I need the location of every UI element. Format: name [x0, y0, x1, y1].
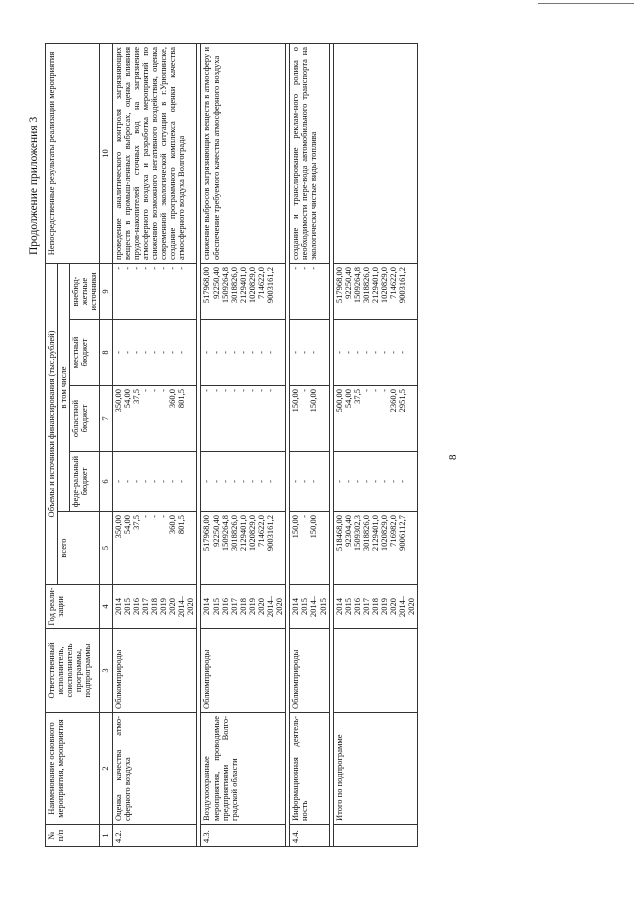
federal-values	[291, 455, 318, 508]
value-item: -	[148, 515, 159, 518]
value-item: 2014	[333, 598, 344, 615]
program-table	[45, 43, 418, 847]
header-no: № п/п	[46, 825, 100, 847]
regional-values	[291, 389, 318, 448]
value-item: -	[246, 480, 257, 483]
value-item: 1509302,3	[351, 515, 362, 552]
value-item: 1020829,0	[246, 266, 257, 304]
value-item: 2014	[201, 598, 212, 615]
regional-values-cell	[112, 386, 197, 452]
value-item: -	[237, 389, 248, 392]
years-list	[291, 588, 327, 625]
value-item: 500,00	[333, 389, 344, 413]
value-item: 37,5	[130, 515, 141, 530]
value-item: 801,5	[176, 515, 187, 535]
row-number: 4.4.	[290, 830, 301, 843]
responsible-executor-cell	[112, 629, 197, 713]
value-item: -	[379, 480, 390, 483]
continuation-title: Продолжение приложения 3	[28, 116, 40, 255]
local-values	[114, 323, 187, 382]
value-item: -	[237, 480, 248, 483]
value-item: -	[176, 480, 187, 483]
value-item: 2015	[121, 598, 132, 615]
total-values-cell	[290, 512, 329, 585]
value-item: -	[255, 351, 266, 354]
value-item: 2016	[351, 598, 362, 615]
header-total: всего	[58, 512, 100, 585]
federal-values-cell	[333, 452, 418, 512]
header-extra: внебюд-жетные источники	[70, 263, 100, 319]
value-item: 2129401,0	[237, 515, 248, 552]
page-number: 8	[447, 454, 459, 460]
total-values	[335, 515, 408, 581]
col-number: 5	[100, 512, 112, 585]
value-item: 517968,00	[333, 266, 344, 304]
value-item: -	[210, 480, 221, 483]
value-item: -	[139, 515, 150, 518]
value-item: -	[176, 351, 187, 354]
activity-name: Воздухоохранные мероприятия, проводимые предприятиями Волго-градской области	[201, 716, 239, 821]
value-item: 2129401,0	[370, 266, 380, 304]
value-item: -	[158, 389, 169, 392]
value-item: 2020	[255, 598, 266, 615]
activity-name-cell	[201, 713, 286, 825]
value-item: 92250,40	[342, 266, 353, 299]
value-item: -	[158, 351, 169, 354]
value-item: 150,00	[290, 389, 301, 413]
value-item: 360,0	[167, 389, 178, 409]
col-number: 4	[100, 585, 112, 629]
value-item: 1020829,0	[379, 266, 390, 304]
activity-name-cell	[112, 713, 197, 825]
value-item: 2019	[158, 598, 169, 615]
value-item: 2129401,0	[237, 266, 248, 304]
local-values-cell	[290, 320, 329, 386]
responsible-executor-cell	[333, 629, 418, 713]
local-values-cell	[201, 320, 286, 386]
value-item: 716982,0	[388, 515, 399, 547]
federal-values	[114, 455, 187, 508]
value-item: 714622,0	[255, 515, 266, 547]
value-item: -	[299, 351, 310, 354]
table-body	[112, 43, 418, 846]
regional-values	[114, 389, 187, 448]
value-item: 9003161,2	[265, 515, 276, 552]
result-text-cell	[333, 43, 418, 263]
col-number: 9	[100, 263, 112, 319]
value-item: -	[201, 480, 212, 483]
value-item: 3018826,0	[360, 515, 371, 552]
value-item: 2015	[299, 598, 310, 615]
value-item: 2014–2020	[176, 595, 196, 618]
value-item: -	[360, 351, 371, 354]
total-values	[291, 515, 318, 581]
value-item: 714622,0	[388, 266, 399, 299]
value-item: -	[167, 266, 178, 270]
value-item: -	[201, 389, 212, 392]
activity-name: Оценка качества атмо-сферного воздуха	[112, 716, 132, 821]
activity-name-cell	[333, 713, 418, 825]
value-item: -	[333, 480, 344, 483]
value-item: 2017	[360, 598, 371, 615]
value-item: 2018	[237, 598, 248, 615]
value-item: -	[158, 515, 169, 518]
years-list	[335, 588, 417, 625]
value-item: 92250,40	[210, 266, 221, 299]
years-list-cell	[201, 585, 286, 629]
value-item: 360,0	[167, 515, 178, 535]
value-item: -	[228, 351, 239, 354]
value-item: -	[388, 351, 399, 354]
value-item: 54,00	[121, 389, 132, 409]
local-values	[335, 323, 408, 382]
header-local: местный бюджет	[70, 320, 100, 386]
extra-values	[114, 267, 187, 316]
col-number: 1	[100, 825, 112, 847]
value-item: -	[290, 480, 301, 483]
years-list-cell	[290, 585, 329, 629]
value-item: -	[379, 351, 390, 354]
value-item: -	[308, 351, 319, 354]
table-row	[333, 43, 418, 846]
total-values-cell	[112, 512, 197, 585]
value-item: 2015	[342, 598, 353, 615]
table-row	[112, 43, 197, 846]
value-item: 350,00	[112, 515, 123, 539]
value-item: 9006112,7	[397, 515, 408, 551]
regional-values-cell	[333, 386, 418, 452]
value-item: -	[210, 351, 221, 354]
federal-values	[335, 455, 408, 508]
value-item: -	[397, 351, 408, 354]
value-item: -	[265, 351, 276, 354]
value-item: 54,00	[121, 515, 132, 535]
value-item: -	[130, 480, 141, 483]
row-number: 4.2.	[112, 830, 123, 843]
col-number: 6	[100, 452, 112, 512]
value-item: -	[219, 480, 230, 483]
value-item: 37,5	[351, 389, 362, 404]
value-item: -	[308, 266, 319, 270]
value-item: -	[130, 266, 141, 270]
value-item: 9003161,2	[397, 266, 408, 304]
value-item: -	[167, 351, 178, 354]
row-number-cell	[333, 825, 418, 847]
value-item: -	[246, 351, 257, 354]
regional-values-cell	[290, 386, 329, 452]
value-item: -	[237, 351, 248, 354]
total-values-cell	[201, 512, 286, 585]
responsible-executor-cell	[201, 629, 286, 713]
row-number-cell	[112, 825, 197, 847]
header-name: Наименование основного мероприятия, мероприятия	[46, 713, 100, 825]
value-item: -	[121, 266, 132, 270]
value-item: 150,00	[290, 515, 301, 539]
value-item: 2014	[290, 598, 301, 615]
header-year: Год реали-зации	[46, 585, 100, 629]
federal-values-cell	[290, 452, 329, 512]
value-item: 92304,40	[342, 515, 353, 547]
value-item: 92250,40	[210, 515, 221, 547]
value-item: -	[130, 351, 141, 354]
value-item: -	[112, 266, 123, 270]
value-item: -	[121, 480, 132, 483]
result-text: создание и транслирование реклам-ного ролика о необходимости пере-вода автомобильного транспорта на экологически чистые виды топлива	[290, 46, 319, 260]
responsible-executor: Облкомприроды	[112, 649, 123, 709]
value-item: -	[158, 480, 169, 483]
local-values	[202, 323, 275, 382]
value-item: 2020	[388, 598, 399, 615]
value-item: -	[351, 351, 362, 354]
col-number: 8	[100, 320, 112, 386]
value-item: -	[219, 389, 230, 392]
value-item: 2014–2020	[265, 595, 285, 618]
value-item: -	[219, 351, 230, 354]
activity-name-cell	[290, 713, 329, 825]
header-regional: областной бюджет	[70, 386, 100, 452]
extra-values	[202, 267, 275, 316]
value-item: -	[176, 266, 187, 270]
federal-values-cell	[201, 452, 286, 512]
col-number: 7	[100, 386, 112, 452]
responsible-executor: Облкомприроды	[290, 649, 301, 709]
extra-values-cell	[290, 263, 329, 319]
value-item: 2016	[219, 598, 230, 615]
value-item: 1509264,8	[351, 266, 362, 304]
years-list	[114, 588, 196, 625]
regional-values	[202, 389, 275, 448]
value-item: -	[290, 266, 301, 270]
local-values	[291, 323, 318, 382]
result-text: проведение аналитического контроля загрязняющих веществ в промыш-ленных выбросах, оценка влияния прудов-накопителей сточных вод на загрязнение атмосферного воздуха и разработка мероприятий по снижению возможного негативного воздействия, оценка современной экологической ситуации в г.Урюпинске, создание программного комплекса оценки качества атмосферного воздуха Волгограда	[112, 46, 187, 260]
value-item: -	[299, 515, 310, 518]
value-item: -	[167, 480, 178, 483]
value-item: -	[255, 389, 266, 392]
row-number-cell	[201, 825, 286, 847]
activity-name: Итого по подпрограмме	[333, 734, 344, 821]
result-text-cell	[201, 43, 286, 263]
federal-values-cell	[112, 452, 197, 512]
value-item: -	[299, 389, 310, 392]
value-item: -	[351, 480, 362, 483]
value-item: -	[228, 480, 239, 483]
result-text-cell	[112, 43, 197, 263]
value-item: 518468,00	[333, 515, 344, 552]
value-item: -	[397, 480, 408, 483]
value-item: -	[333, 351, 344, 354]
value-item: -	[148, 389, 159, 392]
value-item: 9003161,2	[265, 266, 276, 304]
value-item: 2019	[379, 598, 390, 615]
value-item: 517968,00	[201, 515, 212, 552]
value-item: 2951,5	[397, 389, 408, 413]
result-text-cell	[290, 43, 329, 263]
value-item: 3018826,0	[228, 266, 239, 304]
local-values-cell	[112, 320, 197, 386]
value-item: -	[158, 266, 169, 270]
header-including: в том числе	[58, 263, 70, 511]
value-item: -	[148, 480, 159, 483]
value-item: -	[139, 351, 150, 354]
col-number: 3	[100, 629, 112, 713]
value-item: 2129401,0	[370, 515, 380, 552]
value-item: 2016	[130, 598, 141, 615]
header-results: Непосредственные результаты реализации мероприятия	[46, 43, 100, 263]
value-item: -	[139, 389, 150, 392]
value-item: 801,5	[176, 389, 187, 409]
value-item: 37,5	[130, 389, 141, 404]
years-list	[202, 588, 284, 625]
value-item: 517968,00	[201, 266, 212, 304]
value-item: 3018826,0	[228, 515, 239, 552]
value-item: 1020829,0	[246, 515, 257, 552]
value-item: -	[290, 351, 301, 354]
value-item: -	[228, 389, 239, 392]
table-row	[201, 43, 286, 846]
value-item: -	[342, 480, 353, 483]
col-number: 2	[100, 713, 112, 825]
value-item: 2360,0	[388, 389, 399, 413]
regional-values	[335, 389, 408, 448]
header-federal: феде-ральный бюджет	[70, 452, 100, 512]
value-item: -	[299, 266, 310, 270]
value-item: -	[370, 389, 380, 392]
value-item: -	[148, 266, 159, 270]
value-item: -	[201, 351, 212, 354]
extra-values-cell	[333, 263, 418, 319]
value-item: 2015	[210, 598, 221, 615]
value-item: -	[388, 480, 399, 483]
value-item: -	[360, 480, 371, 483]
row-number-cell	[290, 825, 329, 847]
value-item: -	[370, 480, 380, 483]
local-values-cell	[333, 320, 418, 386]
value-item: 2014–2020	[397, 595, 417, 618]
responsible-executor-cell	[290, 629, 329, 713]
activity-name: Информационная деятель-ность	[290, 716, 310, 821]
years-list-cell	[333, 585, 418, 629]
value-item: 2018	[370, 598, 380, 615]
value-item: 150,00	[308, 389, 319, 413]
regional-values-cell	[201, 386, 286, 452]
row-number: 4.3.	[201, 830, 212, 843]
extra-values	[335, 267, 408, 316]
extra-values-cell	[201, 263, 286, 319]
total-values	[202, 515, 275, 581]
value-item: -	[121, 351, 132, 354]
years-list-cell	[112, 585, 197, 629]
value-item: 2014	[112, 598, 123, 615]
value-item: -	[379, 389, 390, 392]
value-item: -	[299, 480, 310, 483]
total-values-cell	[333, 512, 418, 585]
value-item: -	[342, 351, 353, 354]
value-item: -	[360, 389, 371, 392]
header-responsible: Ответственный исполнитель, соисполнитель программы, подпрограммы	[46, 629, 100, 713]
value-item: 3018826,0	[360, 266, 371, 304]
value-item: -	[246, 389, 257, 392]
value-item: -	[255, 480, 266, 483]
extra-values	[291, 267, 318, 316]
value-item: 2018	[148, 598, 159, 615]
value-item: -	[139, 480, 150, 483]
value-item: 714622,0	[255, 266, 266, 299]
value-item: 2017	[139, 598, 150, 615]
header-funding: Объемы и источники финансирования (тыс.рублей)	[46, 263, 58, 584]
value-item: 54,00	[342, 389, 353, 409]
value-item: 1509264,8	[219, 266, 230, 304]
value-item: -	[112, 351, 123, 354]
value-item: -	[265, 480, 276, 483]
value-item: 2017	[228, 598, 239, 615]
total-values	[114, 515, 187, 581]
value-item: -	[308, 480, 319, 483]
table-row	[290, 43, 329, 846]
value-item: 1020829,0	[379, 515, 390, 552]
value-item: -	[265, 389, 276, 392]
value-item: 2020	[167, 598, 178, 615]
value-item: 1509264,8	[219, 515, 230, 552]
federal-values	[202, 455, 275, 508]
value-item: 350,00	[112, 389, 123, 413]
value-item: -	[139, 266, 150, 270]
value-item: -	[148, 351, 159, 354]
col-number: 10	[100, 43, 112, 263]
result-text: снижение выбросов загрязняющих веществ в атмосферу и обеспечение требуемого качества атмосферного воздуха	[201, 46, 221, 260]
value-item: -	[370, 351, 380, 354]
value-item: 2019	[246, 598, 257, 615]
value-item: -	[210, 389, 221, 392]
value-item: -	[112, 480, 123, 483]
value-item: 2014–2015	[308, 595, 328, 618]
responsible-executor: Облкомприроды	[201, 649, 212, 709]
value-item: 150,00	[308, 515, 319, 539]
extra-values-cell	[112, 263, 197, 319]
